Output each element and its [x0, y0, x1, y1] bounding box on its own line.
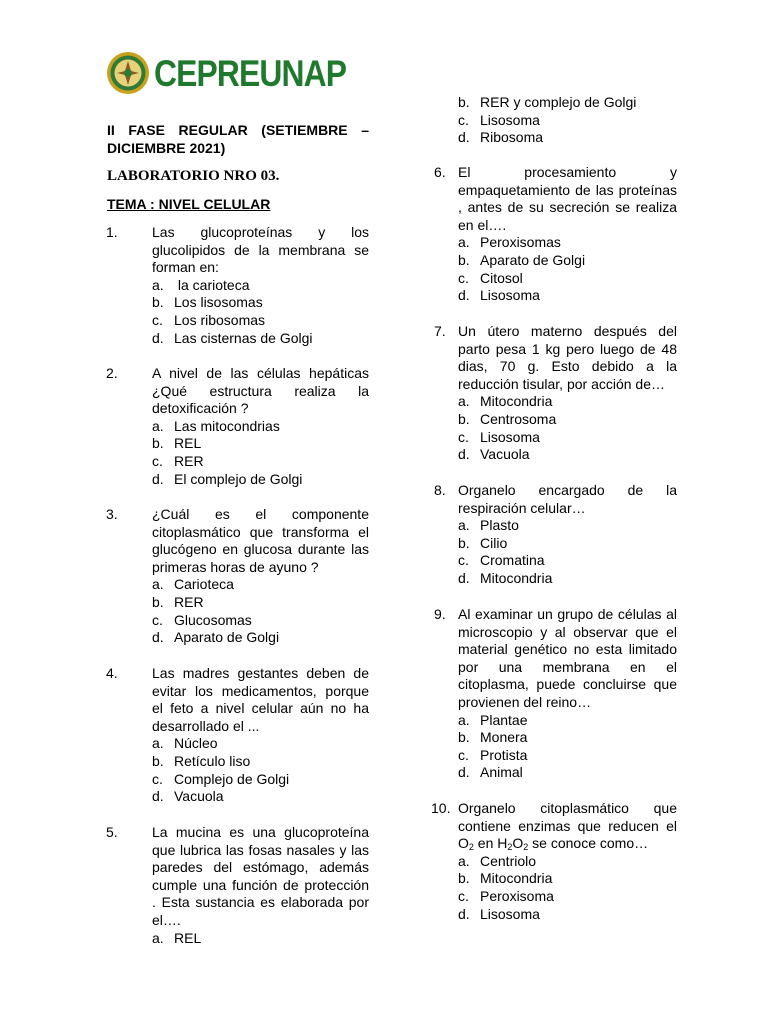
option-text: Mitocondria [480, 393, 553, 410]
header-logo [106, 50, 377, 96]
option-letter: a. [152, 276, 164, 293]
tema-heading: TEMA : NIVEL CELULAR [107, 196, 271, 212]
option-text: Mitocondria [480, 870, 553, 887]
question-text-part: en H [473, 835, 508, 852]
option-letter: a. [152, 929, 164, 946]
question-number: 6. [434, 164, 446, 180]
option [152, 453, 369, 471]
question-text: A nivel de las células hepáticas ¿Qué estructura realiza la detoxificación ? [152, 365, 369, 417]
question-text: Las madres gestantes deben de evitar los medicamentos, porque el feto a nivel celular aún no ha desarrollado el ... [152, 665, 369, 734]
option-text: Las mitocondrias [174, 417, 280, 434]
option-letter: d. [458, 129, 470, 146]
option-text: Carioteca [174, 576, 234, 593]
question-10 [431, 800, 677, 923]
option [458, 112, 677, 130]
subscript: 2 [468, 842, 474, 853]
option [152, 277, 369, 295]
option [152, 612, 369, 630]
option-text: Plasto [480, 517, 519, 534]
option [458, 570, 677, 588]
option-text: REL [174, 435, 202, 452]
option-letter: d. [152, 470, 164, 487]
question-text-part: se conoce como… [528, 835, 649, 852]
option-text: Cromatina [480, 552, 545, 569]
option-text: El complejo de Golgi [174, 470, 303, 487]
question-number: 1. [106, 224, 118, 240]
subscript: 2 [523, 842, 529, 853]
question-text: Organelo encargado de la respiración celular… [458, 482, 677, 516]
option-text: Núcleo [174, 735, 218, 752]
option-text: Los ribosomas [174, 311, 266, 328]
option-letter: b. [152, 752, 164, 769]
option-letter: a. [458, 234, 470, 251]
option-letter: c. [458, 111, 469, 128]
laboratorio-heading: LABORATORIO NRO 03. [107, 168, 280, 184]
option [458, 411, 677, 429]
option-letter: b. [458, 729, 470, 746]
option-text: Ribosoma [480, 129, 544, 146]
option [458, 906, 677, 924]
question-5-continued [458, 94, 677, 147]
university-seal-icon [106, 51, 150, 95]
question-number: 7. [434, 323, 446, 339]
option-letter: b. [458, 410, 470, 427]
option [152, 294, 369, 312]
option [458, 429, 677, 447]
option-text: Aparato de Golgi [480, 251, 586, 268]
option-text: Lisosoma [480, 287, 540, 304]
option [458, 747, 677, 765]
option [458, 234, 677, 252]
option-text: Monera [480, 729, 528, 746]
option-text: Centriolo [480, 852, 537, 869]
option [152, 312, 369, 330]
option-letter: a. [458, 517, 470, 534]
question-number: 10. [431, 800, 451, 816]
option [458, 287, 677, 305]
option [458, 270, 677, 288]
option [152, 629, 369, 647]
option-text: Animal [480, 764, 523, 781]
option [458, 129, 677, 147]
option [458, 870, 677, 888]
option [152, 594, 369, 612]
brand-name: CEPREUNAP [154, 52, 347, 94]
option-letter: d. [152, 329, 164, 346]
option-letter: d. [152, 788, 164, 805]
question-text-part: Organelo citoplasmático que contiene enzimas que reducen el O [458, 800, 677, 852]
option-text: Complejo de Golgi [174, 770, 290, 787]
question-text: La mucina es una glucoproteína que lubrica las fosas nasales y las paredes del estómago, además cumple una función de protección . Esta sustancia es elaborada por el…. [152, 824, 369, 928]
option [458, 888, 677, 906]
option-text: Mitocondria [480, 569, 553, 586]
option-letter: b. [152, 294, 164, 311]
option [458, 517, 677, 535]
question-text: El procesamiento y empaquetamiento de las proteínas , antes de su secreción se realiza en el…. [458, 164, 677, 233]
option-text: Lisosoma [480, 111, 540, 128]
option-letter: b. [152, 435, 164, 452]
question-8 [434, 482, 677, 588]
option-letter: b. [458, 251, 470, 268]
option-text: RER y complejo de Golgi [480, 94, 637, 110]
option [152, 418, 369, 436]
option [152, 576, 369, 594]
option-letter: c. [152, 770, 163, 787]
option-text: Lisosoma [480, 905, 540, 922]
question-1 [106, 224, 369, 347]
option [458, 729, 677, 747]
option [152, 471, 369, 489]
question-number: 4. [106, 665, 118, 681]
option [458, 94, 677, 112]
option-text: Protista [480, 746, 528, 763]
option [458, 853, 677, 871]
option [152, 435, 369, 453]
question-6 [434, 164, 677, 305]
option-letter: a. [152, 576, 164, 593]
subscript: 2 [507, 842, 513, 853]
option-letter: c. [152, 611, 163, 628]
question-number: 8. [434, 482, 446, 498]
option [152, 930, 369, 948]
option-letter: d. [458, 905, 470, 922]
option-text: Lisosoma [480, 428, 540, 445]
option-text: Retículo liso [174, 752, 251, 769]
option [458, 552, 677, 570]
option-letter: b. [458, 870, 470, 887]
question-text: Un útero materno después del parto pesa 1 kg pero luego de 48 dias, 70 g. Esto debido a la reducción tisular, por acción de… [458, 323, 677, 392]
option-text: Citosol [480, 269, 523, 286]
question-number: 2. [106, 365, 118, 381]
option [152, 771, 369, 789]
option-letter: c. [152, 452, 163, 469]
option-letter: d. [458, 287, 470, 304]
question-9 [434, 606, 677, 782]
option-letter: c. [458, 746, 469, 763]
option [152, 788, 369, 806]
option-text: Los lisosomas [174, 294, 263, 311]
option-letter: d. [458, 446, 470, 463]
option [152, 753, 369, 771]
option-letter: c. [458, 269, 469, 286]
option-letter: a. [458, 393, 470, 410]
option-text: Plantae [480, 711, 528, 728]
option-text: Glucosomas [174, 611, 252, 628]
option-text: Peroxisoma [480, 887, 554, 904]
option-letter: a. [152, 417, 164, 434]
option [458, 252, 677, 270]
option-text: RER [174, 452, 204, 469]
question-text [458, 800, 677, 853]
option-letter: c. [458, 887, 469, 904]
question-4 [106, 665, 369, 806]
question-7 [434, 323, 677, 464]
option-letter: a. [458, 852, 470, 869]
option [458, 393, 677, 411]
option-text: Aparato de Golgi [174, 629, 280, 646]
option [458, 535, 677, 553]
option-text: Cilio [480, 534, 508, 551]
option [152, 735, 369, 753]
option-letter: c. [458, 428, 469, 445]
option-letter: c. [152, 311, 163, 328]
question-2 [106, 365, 369, 488]
option-text: la carioteca [174, 276, 250, 293]
question-text: Al examinar un grupo de células al microscopio y al observar que el material genético no esta limitado por una membrana en el citoplasma, puede concluirse que provienen del reino… [458, 606, 677, 710]
option-letter: d. [458, 569, 470, 586]
option-text: Centrosoma [480, 410, 557, 427]
option-letter: b. [458, 94, 470, 110]
question-text: Las glucoproteínas y los glucolipidos de la membrana se forman en: [152, 224, 369, 276]
question-3 [106, 506, 369, 647]
option-text: RER [174, 593, 204, 610]
option-text: Peroxisomas [480, 234, 561, 251]
question-number: 5. [106, 824, 118, 840]
option [458, 764, 677, 782]
option-text: Las cisternas de Golgi [174, 329, 313, 346]
option-text: REL [174, 929, 202, 946]
option [458, 446, 677, 464]
option-letter: b. [152, 593, 164, 610]
option-text: Vacuola [174, 788, 224, 805]
question-5 [106, 824, 369, 947]
option-letter: c. [458, 552, 469, 569]
option-letter: a. [152, 735, 164, 752]
option-letter: d. [458, 764, 470, 781]
question-number: 9. [434, 606, 446, 622]
option-text: Vacuola [480, 446, 530, 463]
option-letter: a. [458, 711, 470, 728]
question-number: 3. [106, 506, 118, 522]
question-text-part: O [512, 835, 524, 852]
option [152, 330, 369, 348]
question-text: ¿Cuál es el componente citoplasmático que transforma el glucógeno en glucosa durante las primeras horas de ayuno ? [152, 506, 369, 575]
fase-heading: II FASE REGULAR (SETIEMBRE – DICIEMBRE 2021) [107, 122, 369, 156]
option-letter: b. [458, 534, 470, 551]
option [458, 712, 677, 730]
option-letter: d. [152, 629, 164, 646]
